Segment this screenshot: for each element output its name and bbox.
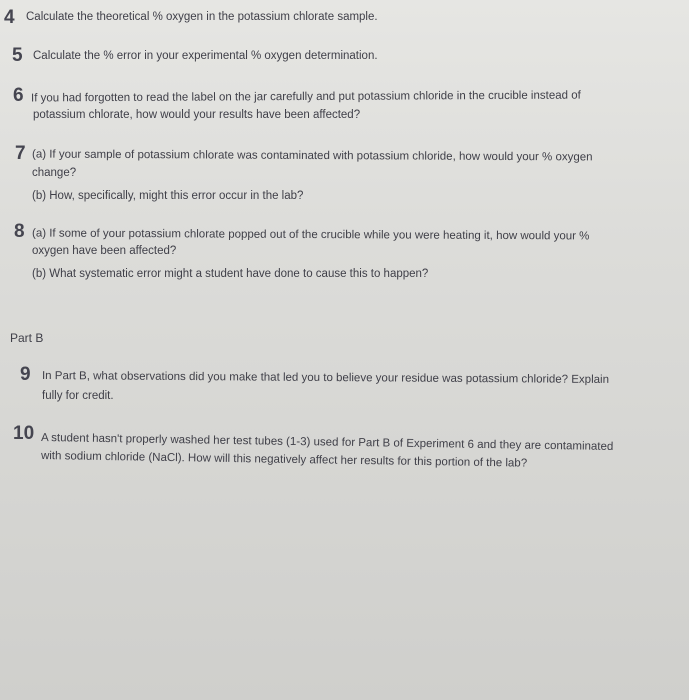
question-text-line: potassium chlorate, how would your results have been affected? <box>33 109 361 121</box>
question-text-line: (a) If your sample of potassium chlorate was contaminated with potassium chloride, how would your % oxygen <box>31 148 593 164</box>
question-text-line: with sodium chloride (NaCl). How will this negatively affect her results for this portion of the lab? <box>40 450 528 470</box>
question-number: 4 <box>4 7 15 28</box>
question-number: 9 <box>20 364 31 385</box>
question-text-line: oxygen have been affected? <box>32 245 177 257</box>
question-number: 8 <box>14 221 25 242</box>
question-number: 6 <box>13 85 24 106</box>
question-text-line: Calculate the theoretical % oxygen in the potassium chlorate sample. <box>26 11 378 23</box>
question-text-line: A student hasn't properly washed her test tubes (1-3) used for Part B of Experiment 6 and they are contaminated <box>40 432 614 453</box>
question-text-line: If you had forgotten to read the label on the jar carefully and put potassium chloride in the crucible instead of <box>30 89 581 105</box>
question-text-line: (a) If some of your potassium chlorate popped out of the crucible while you were heating it, how would your % <box>31 227 590 243</box>
section-heading-part-b: Part B <box>10 331 44 345</box>
question-text-line: (b) How, specifically, might this error occur in the lab? <box>32 190 304 202</box>
question-text-line: change? <box>32 167 77 179</box>
question-text-line: In Part B, what observations did you make that led you to believe your residue was potassium chloride? Explain <box>41 370 610 386</box>
question-text-line: (b) What systematic error might a student have done to cause this to happen? <box>32 268 429 280</box>
question-number: 7 <box>15 143 26 164</box>
question-number: 10 <box>13 423 35 444</box>
question-number: 5 <box>12 45 23 66</box>
question-text-line: fully for credit. <box>42 390 114 402</box>
question-text-line: Calculate the % error in your experimental % oxygen determination. <box>33 50 378 62</box>
